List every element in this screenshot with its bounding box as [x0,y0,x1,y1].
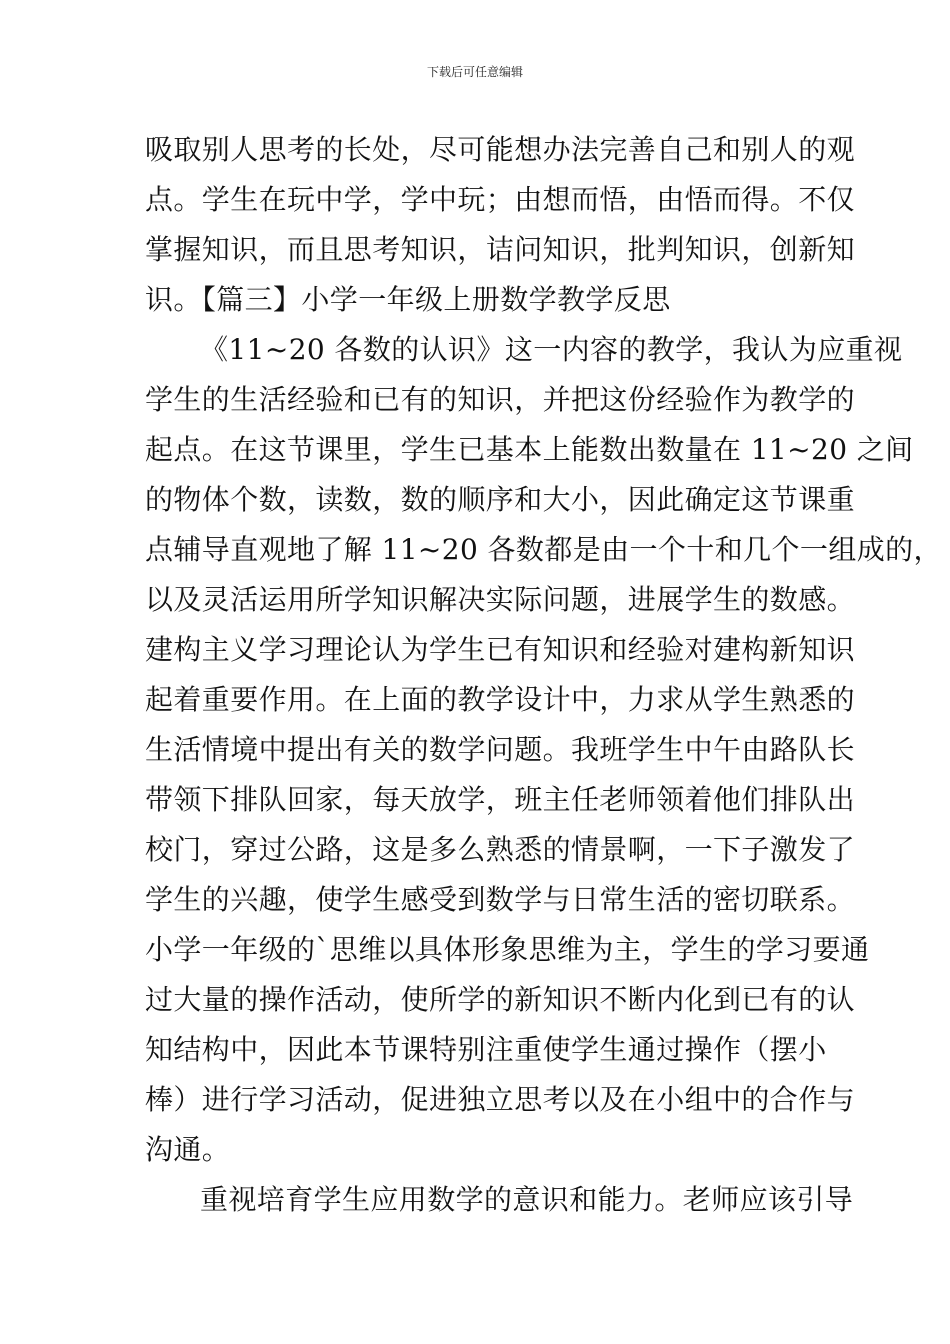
text-line: 重视培育学生应用数学的意识和能力。老师应该引导 [200,1183,854,1216]
text-line: 学生的兴趣，使学生感受到数学与日常生活的密切联系。 [145,883,856,916]
text-line: 起点。在这节课里，学生已基本上能数出数量在 11~20 之间 [145,433,914,466]
text-line: 知结构中，因此本节课特别注重使学生通过操作（摆小 [145,1033,827,1066]
text-line: 点辅导直观地了解 11~20 各数都是由一个十和几个一组成的， [145,533,942,566]
text-line: 沟通。 [145,1133,231,1166]
text-line: 识。【篇三】小学一年级上册数学教学反思 [145,283,671,316]
text-line: 校门，穿过公路，这是多么熟悉的情景啊，一下子激发了 [145,833,856,866]
text-line: 点。学生在玩中学，学中玩；由想而悟，由悟而得。不仅 [145,183,856,216]
text-line: 生活情境中提出有关的数学问题。我班学生中午由路队长 [145,733,856,766]
text-line: 吸取别人思考的长处，尽可能想办法完善自己和别人的观 [145,133,856,166]
text-line: 棒）进行学习活动，促进独立思考以及在小组中的合作与 [145,1083,856,1116]
text-line: 的物体个数，读数，数的顺序和大小，因此确定这节课重 [145,483,856,516]
text-line: 建构主义学习理论认为学生已有知识和经验对建构新知识 [145,633,856,666]
text-line: 《11~20 各数的认识》这一内容的教学，我认为应重视 [200,333,903,366]
text-line: 起着重要作用。在上面的教学设计中，力求从学生熟悉的 [145,683,856,716]
text-line: 小学一年级的`思维以具体形象思维为主，学生的学习要通 [145,933,870,966]
page-header: 下载后可任意编辑 [426,65,523,79]
text-line: 带领下排队回家，每天放学，班主任老师领着他们排队出 [145,783,856,816]
text-line: 过大量的操作活动，使所学的新知识不断内化到已有的认 [145,983,856,1016]
text-line: 掌握知识，而且思考知识，诘问知识，批判知识，创新知 [145,233,856,266]
text-line: 学生的生活经验和已有的知识，并把这份经验作为教学的 [145,383,856,416]
text-line: 以及灵活运用所学知识解决实际问题，进展学生的数感。 [145,583,856,616]
